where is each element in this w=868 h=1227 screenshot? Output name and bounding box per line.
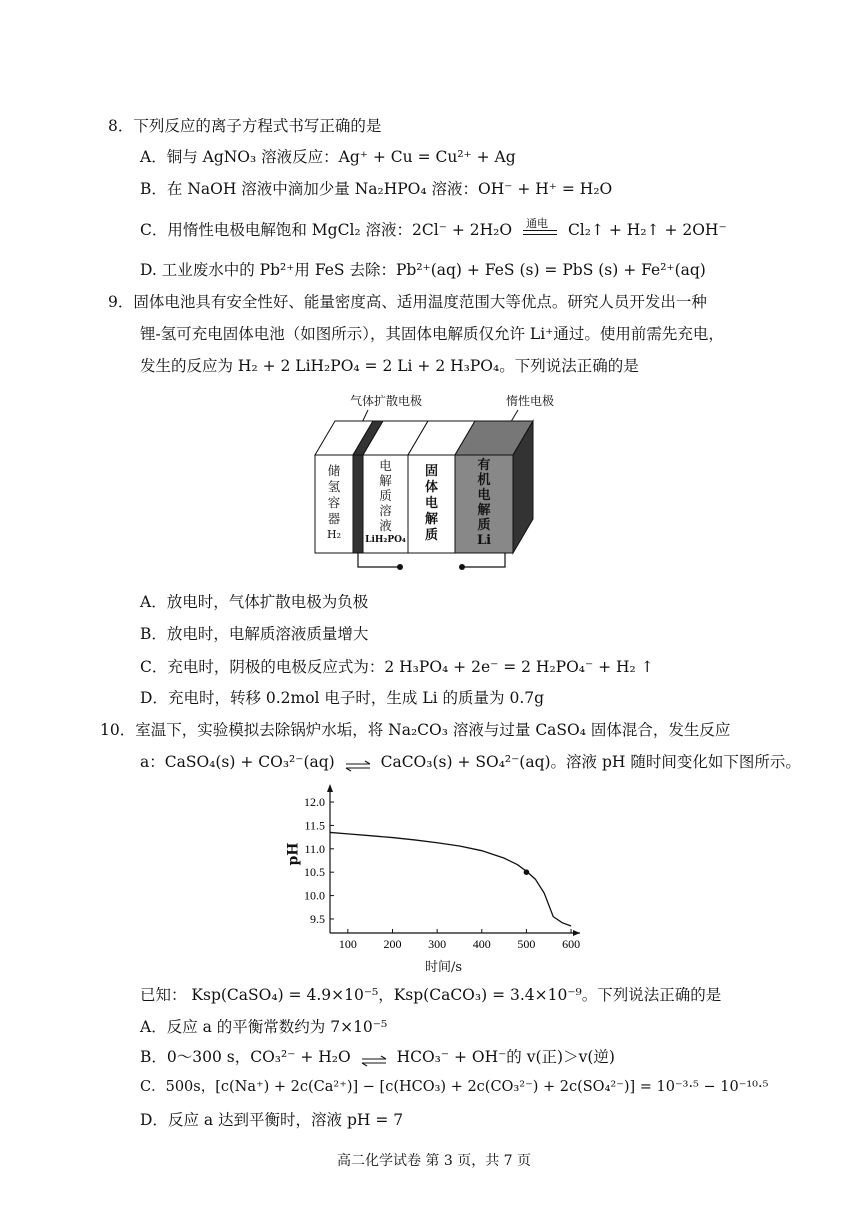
y-tick-label: 11.0 [304,841,325,856]
y-tick-label: 11.5 [304,818,325,833]
block2-text [363,458,408,548]
x-tick-label: 500 [517,937,536,951]
ph-chart-svg [270,778,590,978]
q10-number: 10． [100,721,136,739]
q8-number: 8． [108,117,134,135]
option-label: C． [140,658,168,676]
x-axis-label: 时间/s [425,960,463,975]
block2-char: 液 [379,518,392,533]
q9-number: 9． [108,293,134,311]
x-tick-label: 100 [338,937,357,951]
q8-option-d[interactable] [140,260,706,280]
q10-known: 已知： Ksp(CaSO₄) = 4.9×10⁻⁵，Ksp(CaCO₃) = 3.4×10⁻⁹。下列说法正确的是 [140,986,722,1004]
gas-electrode-label: 气体扩散电极 [350,394,423,408]
q9-option-a[interactable] [140,592,368,612]
option-text: 充电时，转移 0.2mol 电子时，生成 Li 的质量为 0.7g [167,689,545,707]
option-text: 反应 a 的平衡常数约为 7×10⁻⁵ [166,1018,388,1036]
electrolysis-arrow [523,216,557,235]
ph-point-500s [524,869,530,875]
option-text: 工业废水中的 Pb²⁺用 FeS 去除：Pb²⁺(aq) + FeS (s) = PbS (s) + Fe²⁺(aq) [161,261,706,279]
block3-char: 电 [424,496,438,511]
block1-char: 氢 [327,479,341,494]
q9-stem-line3: 发生的反应为 H₂ + 2 LiH₂PO₄ = 2 Li + 2 H₃PO₄。下列说法正确的是 [140,357,639,375]
equilibrium-arrow [345,757,371,769]
block3-char: 解 [424,512,438,527]
terminal-left [397,564,403,570]
block2-formula: LiH₂PO₄ [365,535,406,545]
wire-right [462,553,505,567]
option-label: B． [140,1048,167,1066]
ph-curve [330,832,571,926]
q10-option-b[interactable] [140,1047,615,1067]
block4-char: 解 [477,503,491,518]
block1-formula: H₂ [326,528,341,541]
option-text: 铜与 AgNO₃ 溶液反应：Ag⁺ + Cu = Cu²⁺ + Ag [166,148,516,166]
option-text: Cl₂↑ + H₂↑ + 2OH⁻ [567,221,727,239]
stem-text: CaCO₃(s) + SO₄²⁻(aq)。溶液 pH 随时间变化如下图所示。 [380,753,801,771]
wire-left [358,553,400,567]
equilibrium-arrow-svg [345,760,371,772]
block3-char: 体 [424,480,438,495]
block1-char: 容 [327,495,341,510]
y-tick-label: 12.0 [304,795,325,810]
option-label: B． [140,180,167,198]
block1-char: 储 [327,463,341,478]
x-tick-label: 200 [383,937,402,951]
y-tick-label: 10.0 [304,888,325,903]
option-text: 反应 a 达到平衡时，溶液 pH = 7 [167,1111,404,1129]
arrow-condition-label: 通电 [526,216,548,230]
block2-char: 质 [379,488,392,503]
q8-option-c[interactable] [140,216,727,240]
gas-electrode-front [353,455,363,553]
block4-formula: Li [476,533,492,548]
option-text: HCO₃⁻ + OH⁻的 v(正)＞v(逆) [396,1048,615,1066]
option-text: 用惰性电极电解饱和 MgCl₂ 溶液：2Cl⁻ + 2H₂O [167,221,513,239]
q9-option-d[interactable] [140,688,544,708]
y-axis-arrowhead [327,784,333,792]
q9-option-c[interactable] [140,657,654,677]
x-axis-arrowhead [573,930,580,936]
option-label: A． [140,1018,167,1036]
q8-option-b[interactable] [140,179,612,199]
battery-diagram [300,390,570,580]
option-label: D． [140,1111,168,1129]
chart-ticks [304,795,580,951]
q10-option-a[interactable] [140,1017,387,1037]
option-text: 充电时，阴极的电极反应式为：2 H₃PO₄ + 2e⁻ = 2 H₂PO₄⁻ + H₂ ↑ [167,658,654,676]
option-label: B． [140,625,167,643]
block4-text [455,458,513,548]
option-label: C． [140,221,168,239]
block4-char: 电 [477,488,491,503]
option-label: D． [140,689,168,707]
option-label: D. [140,261,157,279]
block2-char: 解 [379,473,392,488]
q8-stem-text: 下列反应的离子方程式书写正确的是 [133,117,382,135]
option-text: 在 NaOH 溶液中滴加少量 Na₂HPO₄ 溶液：OH⁻ + H⁺ = H₂O [166,180,613,198]
block4-char: 机 [477,473,491,488]
ph-chart [270,778,590,978]
q8-stem [108,116,381,136]
q9-option-b[interactable] [140,624,368,644]
q9-stem-line1 [108,292,707,312]
option-text: 放电时，气体扩散电极为负极 [166,593,369,611]
block4-char: 有 [477,458,491,473]
chart-axes [327,784,580,936]
stem-text: 固体电池具有安全性好、能量密度高、适用温度范围大等优点。研究人员开发出一种 [133,293,707,311]
option-label: A． [140,593,167,611]
block2-char: 电 [379,458,392,473]
option-label: A． [140,148,167,166]
stem-text: 室温下，实验模拟去除锅炉水垢，将 Na₂CO₃ 溶液与过量 CaSO₄ 固体混合，发生反应 [135,721,731,739]
y-tick-label: 9.5 [310,911,325,926]
q8-option-a[interactable] [140,147,516,167]
page-footer: 高二化学试卷 第 3 页，共 7 页 [336,1153,532,1169]
block1-char: 器 [327,511,341,526]
inert-electrode-label: 惰性电极 [506,394,555,408]
option-text: 500s，[c(Na⁺) + 2c(Ca²⁺)] − [c(HCO₃) + 2c(CO₃²⁻) + 2c(SO₄²⁻)] = 10⁻³·⁵ − 10⁻¹⁰·⁵ [165,1079,769,1095]
block3-char: 固 [424,464,438,479]
y-axis-label: pH [285,842,302,866]
q10-stem-line2 [140,752,801,772]
block1-text [315,463,353,543]
q10-option-d[interactable] [140,1110,403,1130]
stem-text: a：CaSO₄(s) + CO₃²⁻(aq) [140,753,335,771]
q10-stem-line1 [100,720,730,740]
x-tick-label: 600 [562,937,581,951]
q9-stem-line2: 锂-氢可充电固体电池（如图所示），其固体电解质仅允许 Li⁺通过。使用前需先充电， [140,325,724,343]
x-tick-label: 400 [472,937,491,951]
equilibrium-arrow [361,1052,387,1064]
block3-text [408,464,455,544]
option-text: 0～300 s，CO₃²⁻ + H₂O [166,1048,351,1066]
chart-series [330,832,571,926]
x-tick-label: 300 [428,937,447,951]
equilibrium-arrow-svg [361,1055,387,1067]
option-text: 放电时，电解质溶液质量增大 [166,625,369,643]
q10-option-c[interactable] [140,1077,768,1097]
option-label: C． [140,1079,166,1095]
y-tick-label: 10.5 [304,865,325,880]
block3-char: 质 [424,528,438,543]
block4-char: 质 [477,518,491,533]
block2-char: 溶 [379,503,392,518]
